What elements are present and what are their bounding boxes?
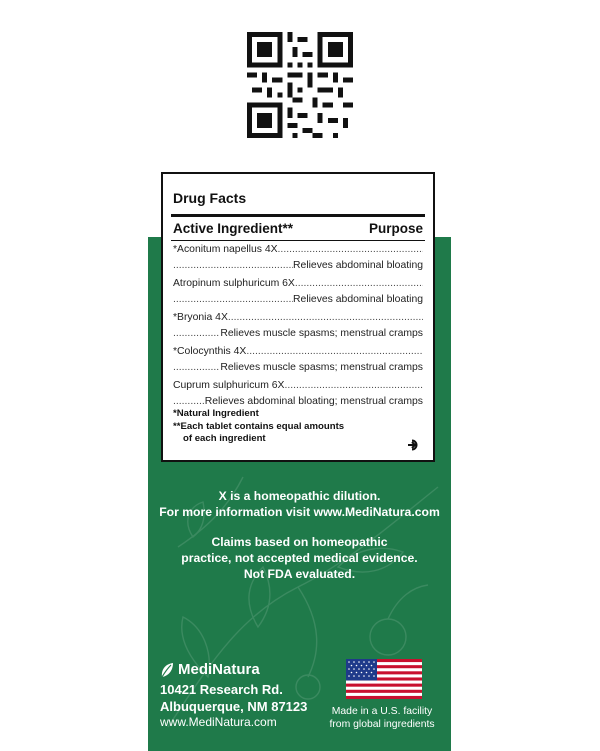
ingredient-line: *Colocynthis 4X ..... (173, 346, 423, 360)
equal-amounts-note: **Each tablet contains equal amounts (173, 420, 345, 432)
brand-name: MediNatura (178, 661, 260, 678)
ingredient-line: Atropinum sulphuricum 6X ..... (173, 278, 423, 292)
equal-amounts-note-cont: of each ingredient (183, 433, 266, 444)
header-rule (171, 240, 425, 241)
claims-line-1: Claims based on homeopathic (211, 535, 388, 549)
dilution-line-2: For more information visit www.MediNatura.com (159, 505, 440, 519)
drug-facts-rule (171, 214, 425, 217)
qr-code (247, 32, 353, 138)
ingredient-line: *Aconitum napellus 4X ..... (173, 244, 423, 258)
made-line-1: Made in a U.S. facility (331, 706, 433, 717)
package-panel (148, 0, 451, 751)
claims-line-3: Not FDA evaluated. (243, 567, 356, 581)
purpose-line: ..... Relieves muscle spasms; menstrual cramps (173, 328, 423, 342)
made-line-2: from global ingredients (329, 719, 435, 730)
website-link[interactable]: www.MediNatura.com (160, 715, 277, 729)
address-line-1: 10421 Research Rd. (160, 682, 283, 697)
brand-logo (160, 661, 260, 678)
footnotes (173, 408, 344, 446)
claims-line-2: practice, not accepted medical evidence. (181, 551, 418, 565)
purpose-line: ..... Relieves abdominal bloating (173, 294, 423, 308)
address-line-2: Albuquerque, NM 87123 (160, 699, 308, 714)
purpose-line: ..... Relieves abdominal bloating; menstrual cramps (173, 396, 423, 410)
natural-ingredient-note: *Natural Ingredient (173, 408, 259, 419)
made-in-usa-note (312, 705, 451, 731)
drug-facts-box (161, 172, 435, 462)
ingredient-line: *Bryonia 4X ..... (173, 312, 423, 326)
purpose-line: ..... Relieves abdominal bloating (173, 260, 423, 274)
dilution-line-1: X is a homeopathic dilution. (218, 489, 381, 503)
ingredient-line: Cuprum sulphuricum 6X ..... (173, 380, 423, 394)
leaf-logo-icon (160, 662, 174, 678)
continue-arrow-icon (407, 438, 421, 452)
active-ingredient-header: Active Ingredient** (173, 221, 294, 236)
purpose-header: Purpose (368, 221, 423, 236)
drug-facts-title: Drug Facts (173, 190, 247, 206)
purpose-line: ..... Relieves muscle spasms; menstrual cramps (173, 362, 423, 376)
us-flag (346, 659, 422, 699)
